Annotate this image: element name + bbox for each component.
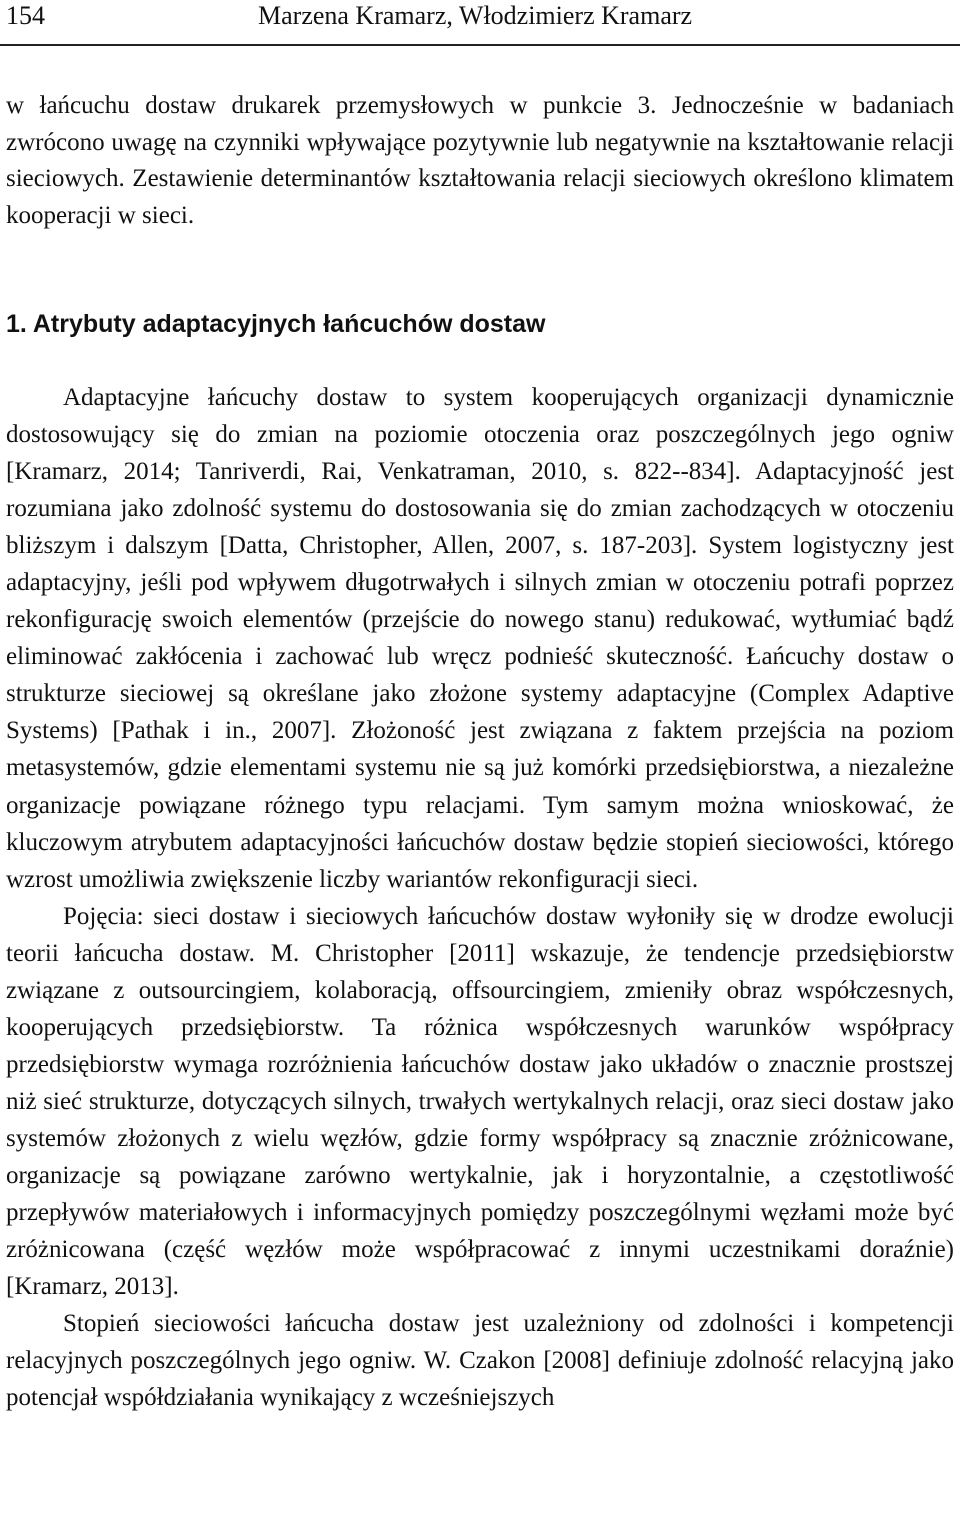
body-paragraph: Pojęcia: sieci dostaw i sieciowych łańcuchów dostaw wyłoniły się w drodze ewolucji teorii łańcucha dostaw. M. Christopher [2011] wskazuje, że tendencje przedsiębiorstw związane z outsourcingiem, kolaboracją, offsourcingiem, zmieniły obraz współczesnych, kooperujących przedsiębiorstw. Ta różnica współczesnych warunków współpracy przedsiębiorstw wymaga rozróżnienia łańcuchów dostaw jako układów o znacznie prostszej niż sieć strukturze, dotyczących silnych, trwałych wertykalnych relacji, oraz sieci dostaw jako systemów złożonych z wielu węzłów, gdzie formy współpracy są znacznie zróżnicowane, organizacje są powiązane zarówno wertykalnie, jak i horyzontalnie, a częstotliwość przepływów materiałowych i informacyjnych pomiędzy poszczególnymi węzłami może być zróżnicowana (część węzłów może współpracować z innymi uczestnikami doraźnie) [Kramarz, 2013].: [6, 902, 954, 1301]
page-number: 154: [6, 1, 45, 30]
section-body: [6, 379, 954, 1416]
body-paragraph: Stopień sieciowości łańcucha dostaw jest uzależniony od zdolności i kompetencji relacyjnych poszczególnych jego ogniw. W. Czakon [2008] definiuje zdolność relacyjną jako potencjał współdziałania wynikający z wcześniejszych: [6, 1310, 954, 1412]
header-authors: Marzena Kramarz, Włodzimierz Kramarz: [258, 1, 693, 30]
intro-paragraph: w łańcuchu dostaw drukarek przemysłowych w punkcie 3. Jednocześnie w badaniach zwrócono uwagę na czynniki wpływające pozytywnie lub negatywnie na kształtowanie relacji sieciowych. Zestawienie determinantów kształtowania relacji sieciowych określono klimatem kooperacji w sieci.: [6, 92, 954, 229]
section-heading: 1. Atrybuty adaptacyjnych łańcuchów dostaw: [6, 310, 546, 338]
running-header: [0, 0, 960, 46]
body-paragraph: Adaptacyjne łańcuchy dostaw to system kooperujących organizacji dynamicznie dostosowujący się do zmian na poziomie otoczenia oraz poszczególnych jego ogniw [Kramarz, 2014; Tanriverdi, Rai, Venkatraman, 2010, s. 822--834]. Adaptacyjność jest rozumiana jako zdolność systemu do dostosowania się do zmian zachodzących w otoczeniu bliższym i dalszym [Datta, Christopher, Allen, 2007, s. 187-203]. System logistyczny jest adaptacyjny, jeśli pod wpływem długotrwałych i silnych zmian w otoczeniu potrafi poprzez rekonfigurację swoich elementów (przejście do nowego stanu) redukować, wytłumiać bądź eliminować zakłócenia i zachować lub wręcz podnieść skuteczność. Łańcuchy dostaw o strukturze sieciowej są określane jako złożone systemy adaptacyjne (Complex Adaptive Systems) [Pathak i in., 2007]. Złożoność jest związana z faktem przejścia na poziom metasystemów, gdzie elementami systemu nie są już komórki przedsiębiorstwa, a niezależne organizacje powiązane różnego typu relacjami. Tym samym można wnioskować, że kluczowym atrybutem adaptacyjności łańcuchów dostaw będzie stopień sieciowości, którego wzrost umożliwia zwiększenie liczby wariantów rekonfiguracji sieci.: [6, 384, 954, 893]
